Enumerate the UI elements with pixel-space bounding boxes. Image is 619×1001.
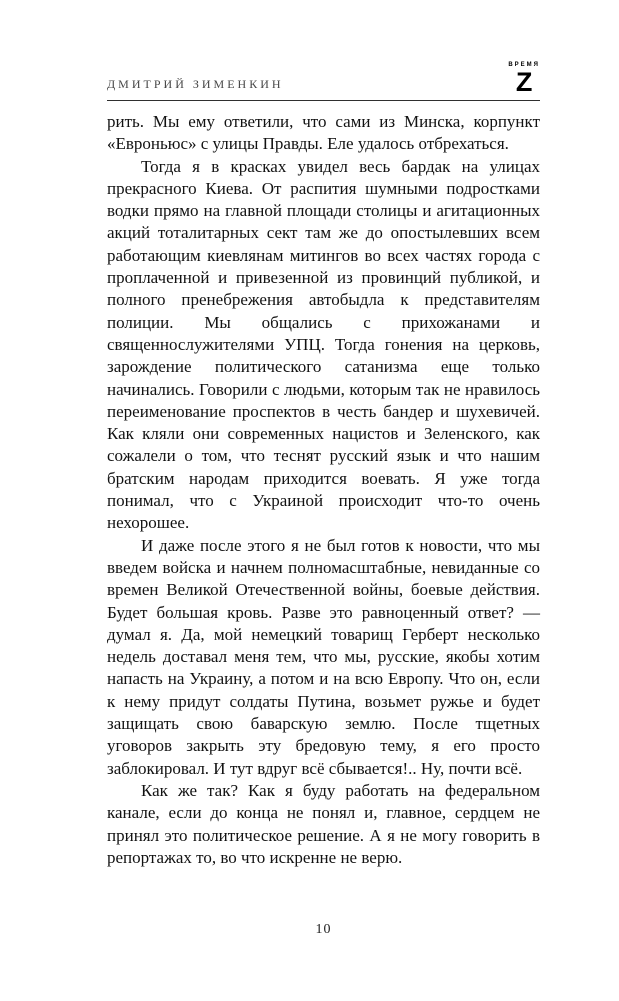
paragraph: Как же так? Как я буду работать на федеральном канале, если до конца не понял и, главное, сердцем не принял это политическое решение. А я не могу говорить в репортажах то, во что искренне не верю.	[107, 780, 540, 867]
page-number: 10	[315, 922, 332, 937]
running-header-author: ДМИТРИЙ ЗИМЕНКИН	[107, 77, 284, 91]
header-divider	[107, 100, 540, 101]
paragraph: рить. Мы ему ответили, что сами из Минска, корпункт «Евроньюс» с улицы Правды. Еле удалось отбрехаться.	[107, 112, 540, 154]
running-header	[107, 58, 540, 98]
publisher-logo-small-text: ВРЕМЯ	[508, 62, 540, 68]
z-logo-icon: Z	[515, 67, 533, 97]
publisher-logo	[508, 62, 540, 98]
paragraph: И даже после этого я не был готов к новости, что мы введем войска и начнем полномасштабные, невиданные со времен Великой Отечественной войны, боевые действия. Будет большая кровь. Разве это равноценный ответ? — думал я. Да, мой немецкий товарищ Герберт несколько недель доставал меня тем, что мы, русские, якобы хотим напасть на Украину, а потом и на всю Европу. Что он, если к нему придут солдаты Путина, возьмет ружье и будет защищать свою баварскую землю. После тщетных уговоров закрыть эту бредовую тему, я его просто заблокировал. И тут вдруг всё сбывается!.. Ну, почти всё.	[107, 535, 540, 778]
paragraph: Тогда я в красках увидел весь бардак на улицах прекрасного Киева. От распития шумными подростками водки прямо на главной площади столицы и агитационных акций тоталитарных сект там же до опостылевших всем работающим киевлянам митингов во всех частях города с проплаченной и привезенной из провинций публикой, и полного пренебрежения автобыдла к представителям полиции. Мы общались с прихожанами и священнослужителями УПЦ. Тогда гонения на церковь, зарождение политического сатанизма еще только начинались. Говорили с людьми, которым так не нравилось переименование проспектов в честь бандер и шухевичей. Как кляли они современных нацистов и Зеленского, как сожалели о том, что теснят русский язык и что нашим братским народам приходится воевать. Я уже тогда понимал, что с Украиной происходит что-то очень нехорошее.	[107, 156, 540, 533]
page-body-text	[107, 111, 540, 869]
